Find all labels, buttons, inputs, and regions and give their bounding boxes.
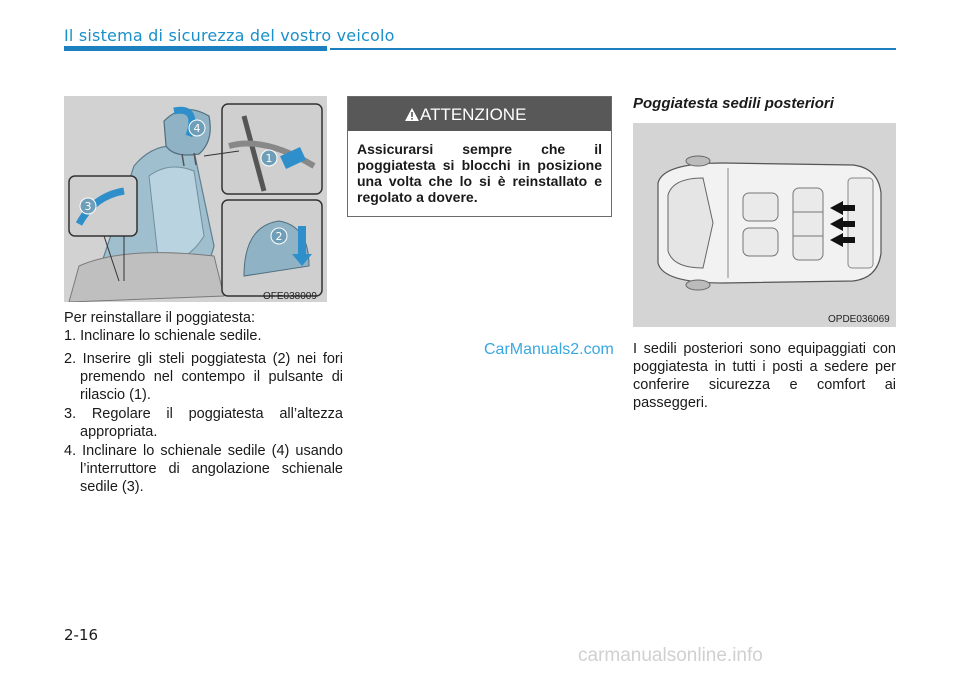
callout-3 (80, 198, 96, 214)
svg-text:4: 4 (193, 122, 201, 135)
rear-headrest-heading: Poggiatesta sedili posteriori (633, 95, 834, 112)
car-topview-figure (633, 123, 896, 327)
instruction-step-4: 4. Inclinare lo schienale sedile (4) usando l’interruttore di angolazione schienale sedile (3). (64, 443, 343, 495)
instruction-step-3: 3. Regolare il poggiatesta all’altezza appropriata. (64, 406, 343, 440)
warning-header (348, 97, 611, 131)
callout-1 (261, 150, 277, 166)
callout-4 (189, 120, 205, 136)
headrest-figure (64, 96, 327, 302)
seat-illustration (64, 96, 327, 302)
instruction-step-1: 1. Inclinare lo schienale sedile. (64, 328, 262, 344)
figure-code-right: OPDE036069 (828, 314, 890, 325)
warning-text: Assicurarsi sempre che il poggiatesta si blocchi in posizione una volta che lo si è reinstallato e regolato a dovere. (357, 141, 602, 205)
svg-text:1: 1 (265, 152, 273, 165)
car-topview-illustration (633, 123, 896, 327)
warning-box (347, 96, 612, 217)
callout-2 (271, 228, 287, 244)
watermark-link[interactable]: CarManuals2.com (484, 341, 614, 358)
instruction-step-2: 2. Inserire gli steli poggiatesta (2) nei fori premendo nel contempo il pulsante di rilascio (1). (64, 351, 343, 403)
header-rule (330, 48, 896, 50)
warning-title: ATTENZIONE (420, 105, 527, 124)
svg-text:3: 3 (84, 200, 92, 213)
header-accent-bar (64, 46, 327, 51)
figure-code: OFE038009 (263, 291, 317, 302)
watermark-bottom: carmanualsonline.info (578, 645, 763, 666)
rear-headrest-body: I sedili posteriori sono equipaggiati con poggiatesta in tutti i posti a sedere per conferire sicurezza e comfort ai passeggeri. (633, 341, 896, 411)
svg-text:2: 2 (275, 230, 283, 243)
section-title: Il sistema di sicurezza del vostro veicolo (64, 26, 395, 45)
page-number: 2-16 (64, 626, 99, 644)
instructions-intro: Per reinstallare il poggiatesta: (64, 310, 256, 326)
warning-triangle-icon (405, 108, 419, 121)
